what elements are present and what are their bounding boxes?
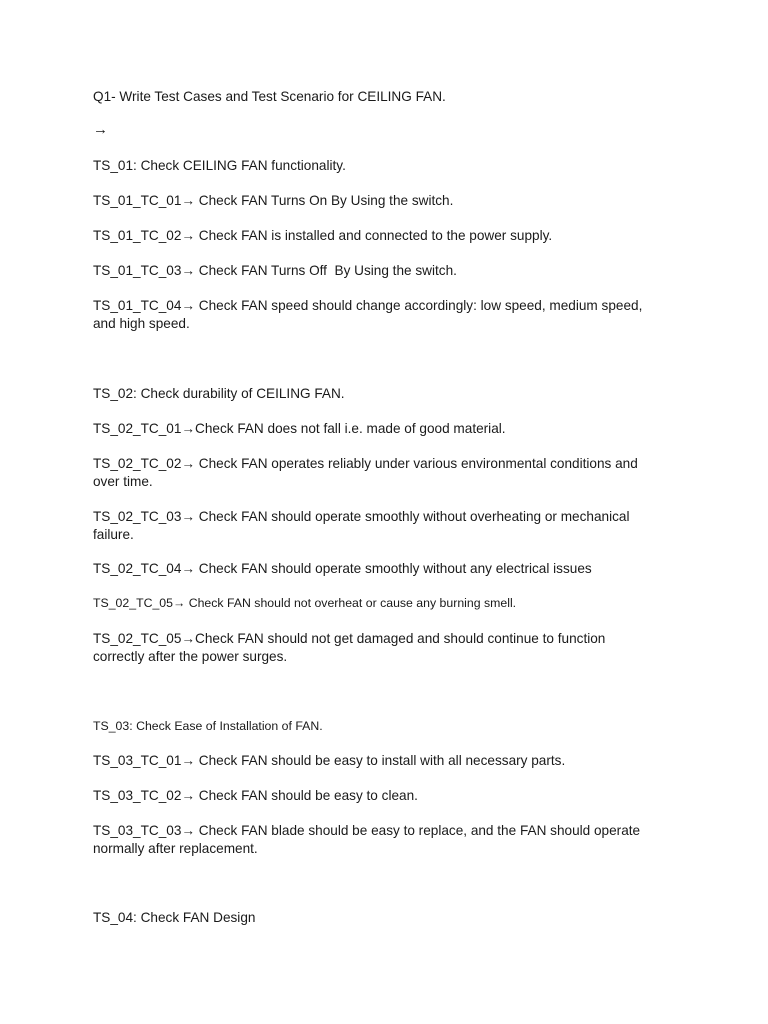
scenario-title: TS_03: Check Ease of Installation of FAN.	[93, 719, 323, 733]
test-case: TS_01_TC_04→ Check FAN speed should change accordingly: low speed, medium speed, and high speed.	[93, 298, 647, 331]
test-case: TS_01_TC_03→ Check FAN Turns Off By Using the switch.	[93, 263, 457, 278]
test-case: TS_02_TC_04→ Check FAN should operate smoothly without any electrical issues	[93, 561, 592, 576]
test-case: TS_03_TC_01→ Check FAN should be easy to install with all necessary parts.	[93, 753, 566, 768]
test-case: TS_02_TC_02→ Check FAN operates reliably under various environmental conditions and over time.	[93, 456, 642, 489]
test-case: TS_03_TC_03→ Check FAN blade should be easy to replace, and the FAN should operate normally after replacement.	[93, 823, 644, 856]
question-heading: Q1- Write Test Cases and Test Scenario for CEILING FAN.	[93, 89, 446, 104]
scenario-title: TS_02: Check durability of CEILING FAN.	[93, 386, 345, 401]
scenario-title: TS_01: Check CEILING FAN functionality.	[93, 158, 346, 173]
test-case: TS_02_TC_01→Check FAN does not fall i.e. made of good material.	[93, 421, 506, 436]
test-case: TS_02_TC_05→Check FAN should not get damaged and should continue to function correctly after the power surges.	[93, 631, 610, 664]
scenario-title: TS_04: Check FAN Design	[93, 910, 256, 925]
test-case: TS_02_TC_05→ Check FAN should not overheat or cause any burning smell.	[93, 596, 517, 610]
test-case: TS_02_TC_03→ Check FAN should operate smoothly without overheating or mechanical failure.	[93, 509, 634, 542]
arrow-icon: →	[93, 121, 108, 138]
test-case: TS_03_TC_02→ Check FAN should be easy to clean.	[93, 788, 418, 803]
test-case: TS_01_TC_02→ Check FAN is installed and connected to the power supply.	[93, 228, 553, 243]
test-case: TS_01_TC_01→ Check FAN Turns On By Using the switch.	[93, 193, 454, 208]
